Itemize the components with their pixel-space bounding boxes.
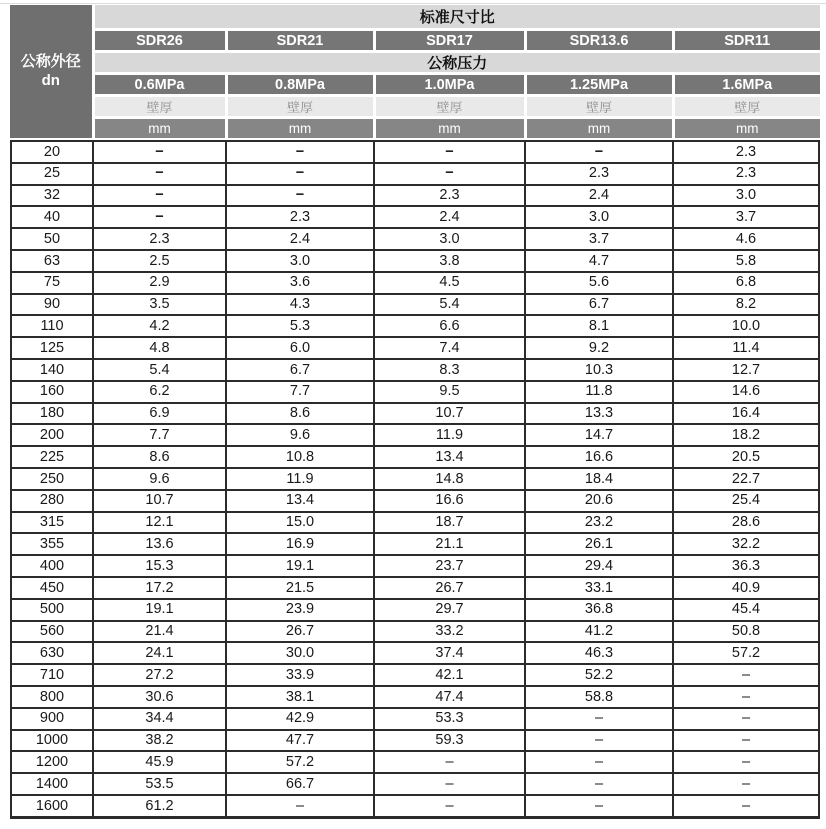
wall-thickness-value: 20.5 — [674, 447, 818, 467]
wall-thickness-value: 7.7 — [227, 382, 373, 402]
wall-thickness-label: 壁厚 — [95, 97, 225, 116]
wall-thickness-value: − — [375, 164, 524, 184]
wall-thickness-value: 6.8 — [674, 273, 818, 293]
wall-thickness-value: 33.2 — [375, 622, 524, 642]
wall-thickness-value: 20.6 — [526, 491, 672, 511]
dn-row-label: 200 — [12, 425, 92, 445]
wall-thickness-value: 12.1 — [94, 513, 225, 533]
wall-thickness-value: 16.4 — [674, 404, 818, 424]
wall-thickness-value: 33.9 — [227, 665, 373, 685]
wall-thickness-value: 23.9 — [227, 600, 373, 620]
unit-mm-label: mm — [376, 119, 524, 138]
dn-row-label: 1600 — [12, 796, 92, 816]
wall-thickness-value: 17.2 — [94, 578, 225, 598]
pressure-1-0mpa-header: 1.0MPa — [376, 75, 524, 94]
dn-row-label: 400 — [12, 556, 92, 576]
wall-thickness-value: 18.2 — [674, 425, 818, 445]
wall-thickness-value: 16.6 — [526, 447, 672, 467]
wall-thickness-value: 4.8 — [94, 338, 225, 358]
wall-thickness-value: 15.3 — [94, 556, 225, 576]
wall-thickness-value: 2.3 — [674, 164, 818, 184]
wall-thickness-value: – — [526, 709, 672, 729]
wall-thickness-value: − — [94, 164, 225, 184]
wall-thickness-value: − — [94, 186, 225, 206]
wall-thickness-value: 21.4 — [94, 622, 225, 642]
wall-thickness-value: 14.7 — [526, 425, 672, 445]
wall-thickness-value: 3.8 — [375, 251, 524, 271]
wall-thickness-value: 7.4 — [375, 338, 524, 358]
wall-thickness-value: 14.8 — [375, 469, 524, 489]
wall-thickness-value: – — [674, 709, 818, 729]
dn-row-label: 25 — [12, 164, 92, 184]
wall-thickness-value: 4.6 — [674, 229, 818, 249]
wall-thickness-value: 11.9 — [227, 469, 373, 489]
wall-thickness-value: – — [526, 752, 672, 772]
wall-thickness-value: 30.0 — [227, 643, 373, 663]
wall-thickness-value: 38.2 — [94, 731, 225, 751]
wall-thickness-value: – — [526, 731, 672, 751]
wall-thickness-value: 16.9 — [227, 534, 373, 554]
wall-thickness-value: 47.7 — [227, 731, 373, 751]
wall-thickness-value: 2.5 — [94, 251, 225, 271]
wall-thickness-value: 52.2 — [526, 665, 672, 685]
wall-thickness-value: 23.2 — [526, 513, 672, 533]
nominal-outer-diameter-label: 公称外径 — [20, 52, 81, 70]
nominal-outer-diameter-header — [10, 5, 92, 138]
wall-thickness-value: 6.2 — [94, 382, 225, 402]
wall-thickness-value: 66.7 — [227, 774, 373, 794]
wall-thickness-value: 26.1 — [526, 534, 672, 554]
wall-thickness-value: 13.3 — [526, 404, 672, 424]
table-body — [10, 140, 820, 819]
wall-thickness-value: – — [375, 752, 524, 772]
pipe-wall-thickness-table — [10, 5, 820, 819]
wall-thickness-value: 5.4 — [94, 360, 225, 380]
table-header — [10, 5, 820, 138]
wall-thickness-label: 壁厚 — [675, 97, 821, 116]
dn-row-label: 1400 — [12, 774, 92, 794]
dn-row-label: 900 — [12, 709, 92, 729]
wall-thickness-value: 10.3 — [526, 360, 672, 380]
wall-thickness-value: – — [674, 665, 818, 685]
wall-thickness-value: 57.2 — [227, 752, 373, 772]
dn-label: dn — [41, 71, 60, 89]
wall-thickness-value: 19.1 — [227, 556, 373, 576]
wall-thickness-value: – — [674, 752, 818, 772]
wall-thickness-value: 26.7 — [375, 578, 524, 598]
wall-thickness-value: 7.7 — [94, 425, 225, 445]
wall-thickness-value: 50.8 — [674, 622, 818, 642]
wall-thickness-value: − — [94, 142, 225, 162]
wall-thickness-value: 2.4 — [526, 186, 672, 206]
dn-row-label: 50 — [12, 229, 92, 249]
wall-thickness-value: 61.2 — [94, 796, 225, 816]
wall-thickness-value: 16.6 — [375, 491, 524, 511]
dn-row-label: 630 — [12, 643, 92, 663]
dn-row-label: 75 — [12, 273, 92, 293]
pressure-0-6mpa-header: 0.6MPa — [95, 75, 225, 94]
wall-thickness-value: 18.7 — [375, 513, 524, 533]
wall-thickness-value: 6.0 — [227, 338, 373, 358]
wall-thickness-value: 47.4 — [375, 687, 524, 707]
wall-thickness-value: 30.6 — [94, 687, 225, 707]
wall-thickness-value: 10.7 — [375, 404, 524, 424]
wall-thickness-value: 13.4 — [375, 447, 524, 467]
wall-thickness-value: 57.2 — [674, 643, 818, 663]
sdr17-header: SDR17 — [376, 31, 524, 50]
wall-thickness-value: 37.4 — [375, 643, 524, 663]
wall-thickness-value: 2.9 — [94, 273, 225, 293]
wall-thickness-value: 2.3 — [94, 229, 225, 249]
wall-thickness-value: 6.7 — [526, 295, 672, 315]
wall-thickness-value: 21.1 — [375, 534, 524, 554]
wall-thickness-value: 27.2 — [94, 665, 225, 685]
wall-thickness-value: 8.6 — [94, 447, 225, 467]
wall-thickness-value: 5.8 — [674, 251, 818, 271]
wall-thickness-value: 11.4 — [674, 338, 818, 358]
dn-row-label: 180 — [12, 404, 92, 424]
wall-thickness-value: − — [227, 142, 373, 162]
wall-thickness-value: 29.7 — [375, 600, 524, 620]
wall-thickness-value: 13.6 — [94, 534, 225, 554]
wall-thickness-value: 9.6 — [94, 469, 225, 489]
wall-thickness-value: – — [375, 774, 524, 794]
wall-thickness-value: 46.3 — [526, 643, 672, 663]
dn-row-label: 800 — [12, 687, 92, 707]
wall-thickness-value: 38.1 — [227, 687, 373, 707]
wall-thickness-value: 10.0 — [674, 316, 818, 336]
wall-thickness-value: 3.0 — [375, 229, 524, 249]
wall-thickness-value: 28.6 — [674, 513, 818, 533]
wall-thickness-value: 19.1 — [94, 600, 225, 620]
sdr11-header: SDR11 — [675, 31, 821, 50]
wall-thickness-value: 58.8 — [526, 687, 672, 707]
wall-thickness-value: – — [526, 774, 672, 794]
pressure-0-8mpa-header: 0.8MPa — [228, 75, 373, 94]
wall-thickness-value: 8.2 — [674, 295, 818, 315]
wall-thickness-value: 9.6 — [227, 425, 373, 445]
wall-thickness-value: 3.0 — [227, 251, 373, 271]
wall-thickness-value: 8.6 — [227, 404, 373, 424]
wall-thickness-value: – — [674, 796, 818, 816]
wall-thickness-value: 3.5 — [94, 295, 225, 315]
dn-row-label: 140 — [12, 360, 92, 380]
wall-thickness-value: – — [674, 731, 818, 751]
wall-thickness-value: 3.7 — [674, 207, 818, 227]
wall-thickness-value: 29.4 — [526, 556, 672, 576]
wall-thickness-value: 2.3 — [674, 142, 818, 162]
dn-row-label: 125 — [12, 338, 92, 358]
wall-thickness-value: 4.3 — [227, 295, 373, 315]
wall-thickness-value: 3.0 — [526, 207, 672, 227]
dn-row-label: 560 — [12, 622, 92, 642]
dn-row-label: 250 — [12, 469, 92, 489]
dn-row-label: 40 — [12, 207, 92, 227]
wall-thickness-value: 12.7 — [674, 360, 818, 380]
dn-row-label: 1200 — [12, 752, 92, 772]
wall-thickness-value: − — [526, 142, 672, 162]
unit-mm-label: mm — [95, 119, 225, 138]
dn-row-label: 355 — [12, 534, 92, 554]
wall-thickness-value: 9.5 — [375, 382, 524, 402]
wall-thickness-value: − — [94, 207, 225, 227]
sdr21-header: SDR21 — [228, 31, 373, 50]
dn-row-label: 110 — [12, 316, 92, 336]
wall-thickness-value: 8.1 — [526, 316, 672, 336]
wall-thickness-value: 2.4 — [375, 207, 524, 227]
sdr26-header: SDR26 — [95, 31, 225, 50]
pressure-group-header: 公称压力 — [95, 53, 821, 72]
wall-thickness-value: 2.3 — [375, 186, 524, 206]
pressure-1-6mpa-header: 1.6MPa — [675, 75, 821, 94]
wall-thickness-value: 36.8 — [526, 600, 672, 620]
wall-thickness-value: 15.0 — [227, 513, 373, 533]
wall-thickness-value: 21.5 — [227, 578, 373, 598]
sdr-group-header: 标准尺寸比 — [95, 5, 821, 28]
dn-row-label: 63 — [12, 251, 92, 271]
wall-thickness-value: 6.7 — [227, 360, 373, 380]
wall-thickness-value: 2.3 — [526, 164, 672, 184]
wall-thickness-value: 8.3 — [375, 360, 524, 380]
pressure-1-25mpa-header: 1.25MPa — [527, 75, 672, 94]
dn-row-label: 225 — [12, 447, 92, 467]
unit-mm-label: mm — [527, 119, 672, 138]
dn-row-label: 160 — [12, 382, 92, 402]
wall-thickness-value: 53.5 — [94, 774, 225, 794]
wall-thickness-value: 25.4 — [674, 491, 818, 511]
dn-row-label: 90 — [12, 295, 92, 315]
wall-thickness-label: 壁厚 — [527, 97, 672, 116]
wall-thickness-value: 10.8 — [227, 447, 373, 467]
dn-row-label: 20 — [12, 142, 92, 162]
wall-thickness-value: 2.4 — [227, 229, 373, 249]
wall-thickness-value: 4.5 — [375, 273, 524, 293]
wall-thickness-value: 34.4 — [94, 709, 225, 729]
wall-thickness-value: 45.4 — [674, 600, 818, 620]
wall-thickness-value: 33.1 — [526, 578, 672, 598]
wall-thickness-value: − — [227, 186, 373, 206]
dn-row-label: 32 — [12, 186, 92, 206]
wall-thickness-value: 59.3 — [375, 731, 524, 751]
wall-thickness-value: 3.0 — [674, 186, 818, 206]
wall-thickness-value: 24.1 — [94, 643, 225, 663]
dn-row-label: 280 — [12, 491, 92, 511]
wall-thickness-value: − — [375, 142, 524, 162]
wall-thickness-value: 42.9 — [227, 709, 373, 729]
wall-thickness-value: 36.3 — [674, 556, 818, 576]
wall-thickness-value: 5.3 — [227, 316, 373, 336]
wall-thickness-value: 9.2 — [526, 338, 672, 358]
wall-thickness-value: 2.3 — [227, 207, 373, 227]
top-divider — [0, 3, 826, 4]
wall-thickness-value: 14.6 — [674, 382, 818, 402]
wall-thickness-value: – — [674, 687, 818, 707]
wall-thickness-value: 6.9 — [94, 404, 225, 424]
wall-thickness-value: 4.2 — [94, 316, 225, 336]
wall-thickness-value: 10.7 — [94, 491, 225, 511]
unit-mm-label: mm — [228, 119, 373, 138]
wall-thickness-value: 3.7 — [526, 229, 672, 249]
wall-thickness-value: 11.8 — [526, 382, 672, 402]
wall-thickness-value: 42.1 — [375, 665, 524, 685]
dn-row-label: 500 — [12, 600, 92, 620]
wall-thickness-value: 6.6 — [375, 316, 524, 336]
sdr13-6-header: SDR13.6 — [527, 31, 672, 50]
wall-thickness-label: 壁厚 — [228, 97, 373, 116]
wall-thickness-value: 41.2 — [526, 622, 672, 642]
wall-thickness-value: 13.4 — [227, 491, 373, 511]
wall-thickness-value: 4.7 — [526, 251, 672, 271]
wall-thickness-value: 22.7 — [674, 469, 818, 489]
wall-thickness-value: 18.4 — [526, 469, 672, 489]
wall-thickness-value: – — [375, 796, 524, 816]
wall-thickness-value: – — [674, 774, 818, 794]
wall-thickness-value: 5.6 — [526, 273, 672, 293]
wall-thickness-value: 26.7 — [227, 622, 373, 642]
dn-row-label: 1000 — [12, 731, 92, 751]
wall-thickness-value: 5.4 — [375, 295, 524, 315]
dn-row-label: 315 — [12, 513, 92, 533]
wall-thickness-value: 32.2 — [674, 534, 818, 554]
wall-thickness-value: 11.9 — [375, 425, 524, 445]
wall-thickness-value: 45.9 — [94, 752, 225, 772]
wall-thickness-value: – — [227, 796, 373, 816]
wall-thickness-value: 23.7 — [375, 556, 524, 576]
unit-mm-label: mm — [675, 119, 821, 138]
dn-row-label: 710 — [12, 665, 92, 685]
wall-thickness-value: 53.3 — [375, 709, 524, 729]
wall-thickness-value: – — [526, 796, 672, 816]
wall-thickness-label: 壁厚 — [376, 97, 524, 116]
wall-thickness-value: 40.9 — [674, 578, 818, 598]
wall-thickness-value: 3.6 — [227, 273, 373, 293]
dn-row-label: 450 — [12, 578, 92, 598]
wall-thickness-value: − — [227, 164, 373, 184]
